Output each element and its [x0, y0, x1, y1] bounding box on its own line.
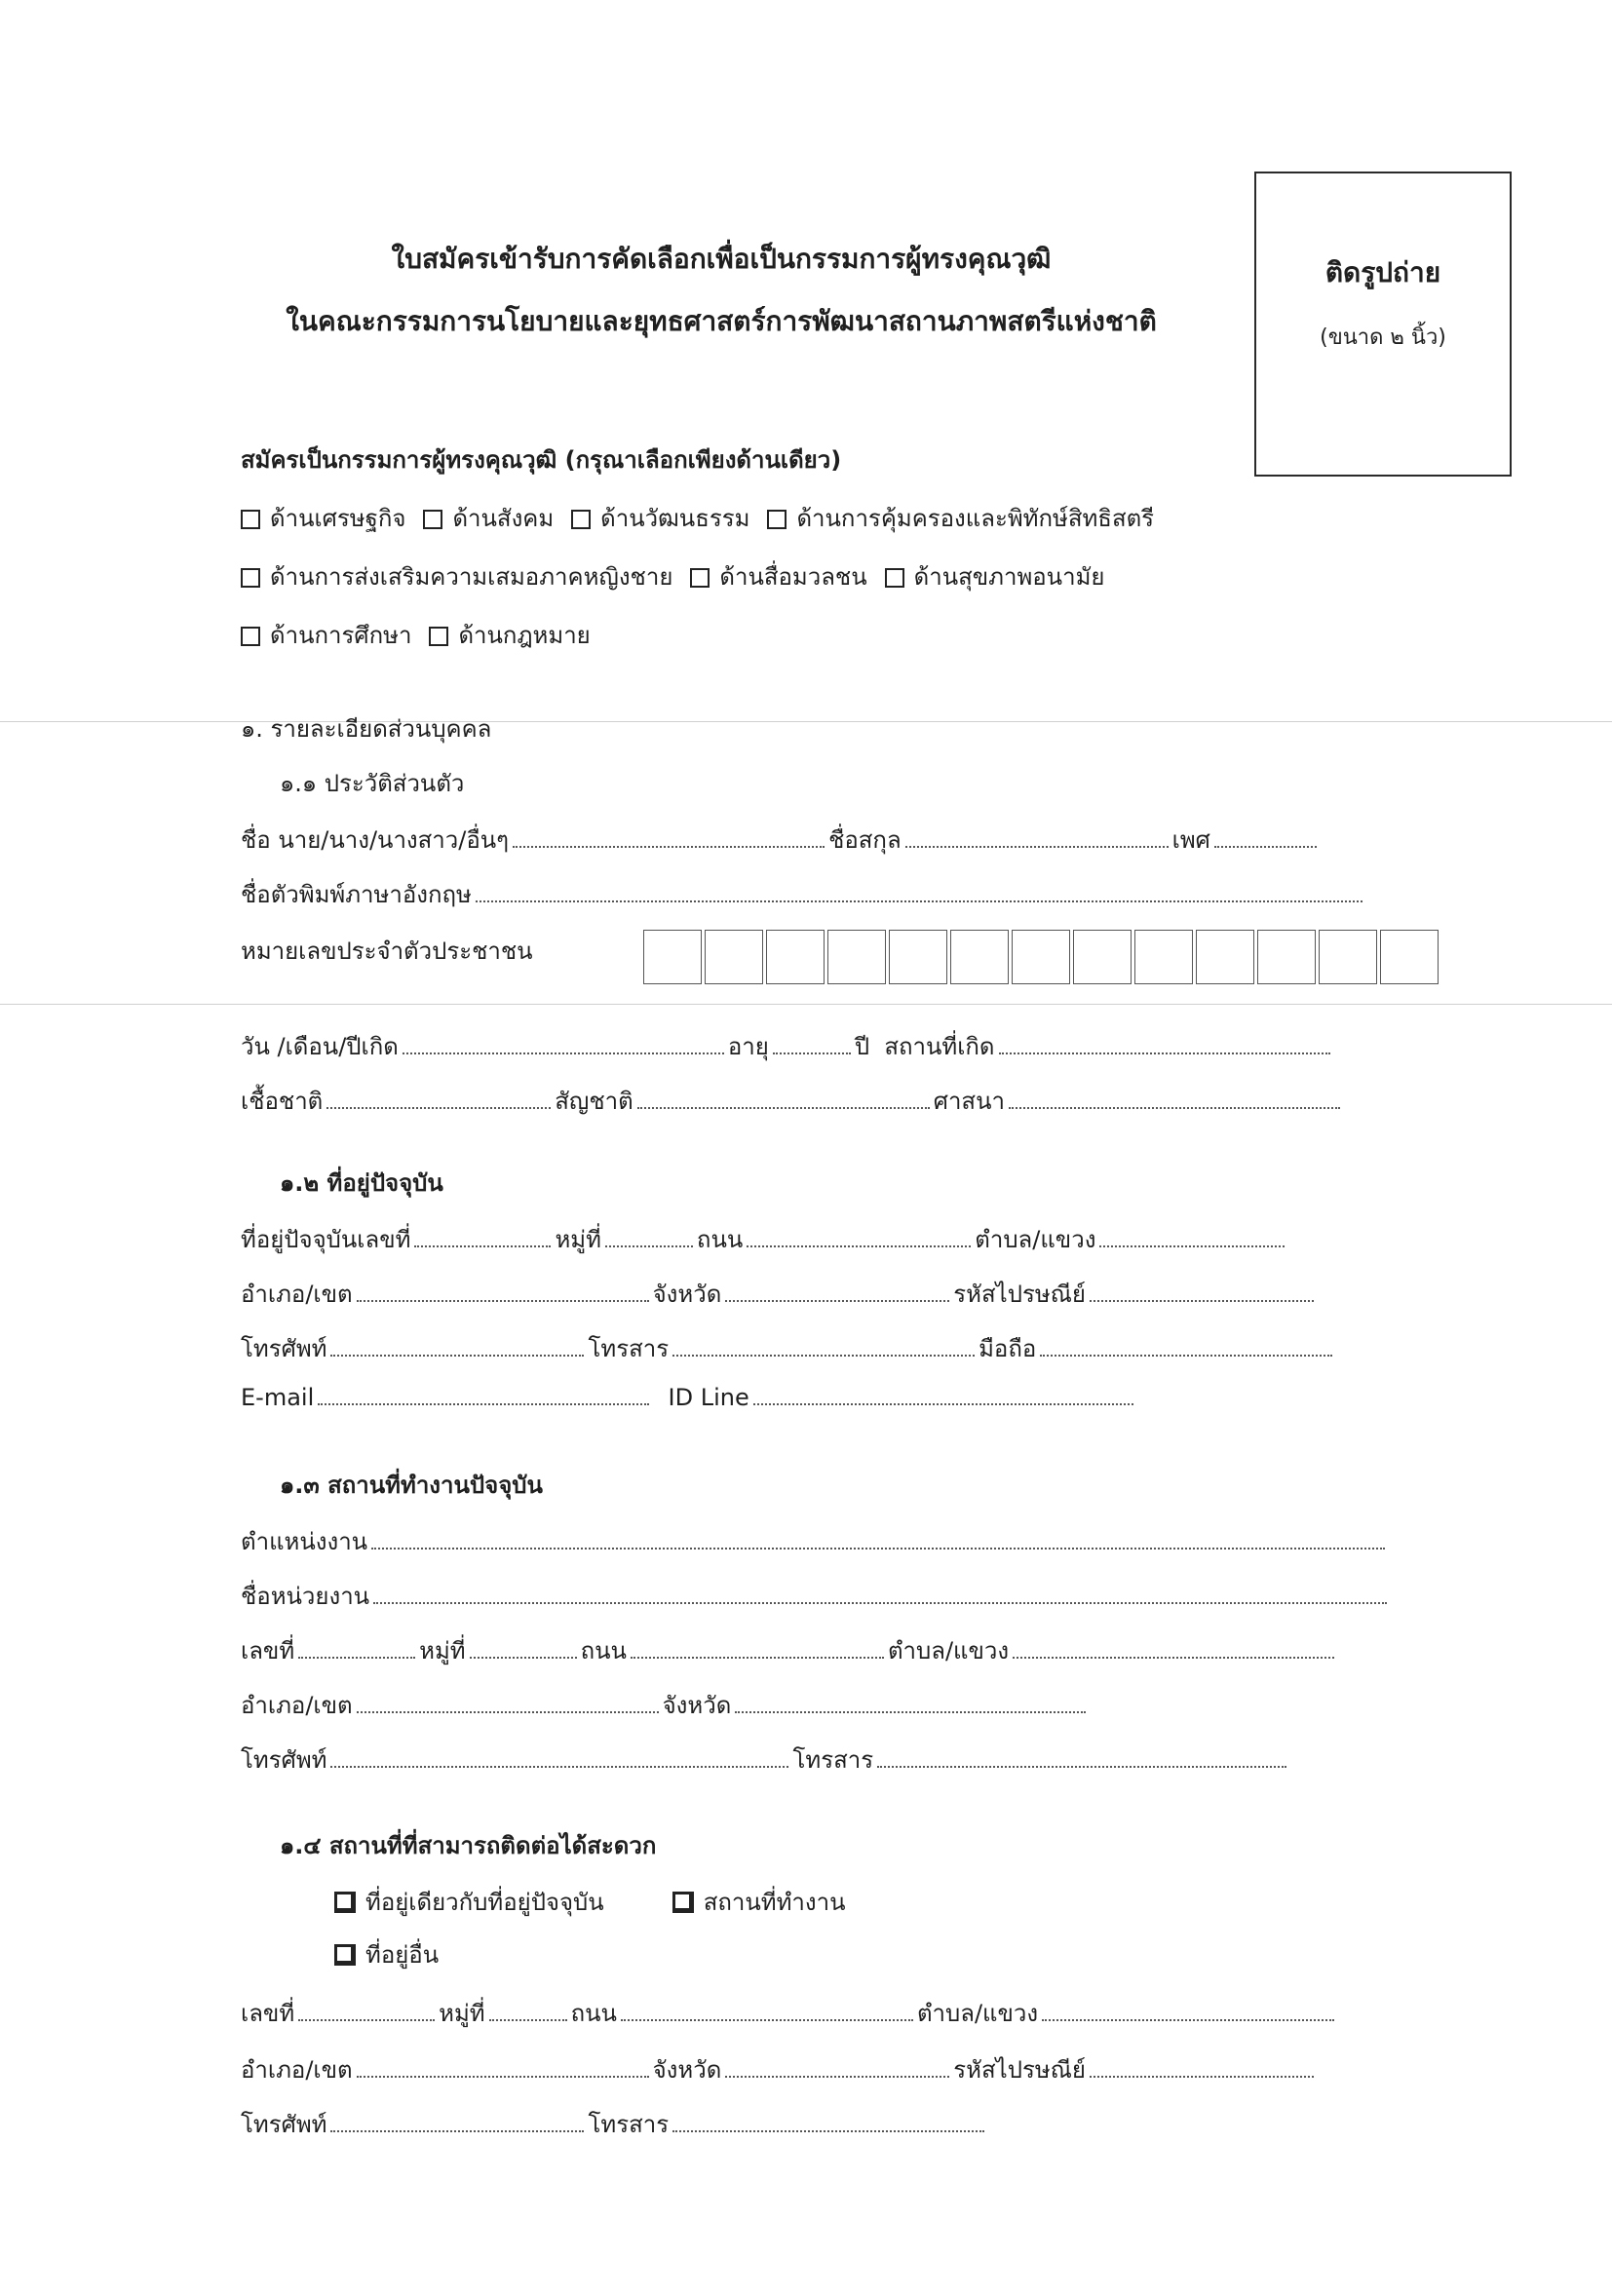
age-field[interactable]	[773, 1052, 851, 1054]
address-mobile-field[interactable]	[1040, 1354, 1332, 1357]
contact-subdistrict-label: ตำบล/แขวง	[916, 2000, 1039, 2027]
photo-box-label: ติดรูปถ่าย	[1324, 256, 1441, 288]
contact-district-field[interactable]	[357, 2075, 649, 2078]
address-postcode-field[interactable]	[1090, 1299, 1314, 1302]
address-fax-label: โทรสาร	[588, 1335, 670, 1362]
idcard-digit-box[interactable]	[1073, 930, 1132, 984]
contact-phone-field[interactable]	[330, 2129, 584, 2132]
option-media[interactable]: ด้านสื่อมวลชน	[690, 557, 866, 595]
address-phone-field[interactable]	[330, 1354, 584, 1357]
checkbox-icon[interactable]	[423, 510, 442, 529]
contact-fax-field[interactable]	[672, 2129, 984, 2132]
option-education[interactable]: ด้านการศึกษา	[241, 616, 411, 654]
birthplace-label: สถานที่เกิด	[884, 1033, 995, 1060]
apply-options-row2	[241, 557, 1122, 595]
personal-name-row	[241, 821, 1321, 859]
photo-box-size: (ขนาด ๒ นิ้ว)	[1320, 325, 1446, 350]
contact-address-row1	[241, 1994, 1338, 2032]
name-label: ชื่อ นาย/นาง/นางสาว/อื่นๆ	[241, 826, 510, 854]
religion-label: ศาสนา	[933, 1088, 1005, 1115]
dob-label: วัน /เดือน/ปีเกิด	[241, 1033, 399, 1060]
birth-row	[241, 1027, 1334, 1065]
english-name-row	[241, 875, 1366, 913]
contact-no-field[interactable]	[298, 2018, 435, 2021]
idcard-digit-box[interactable]	[1380, 930, 1439, 984]
contact-fax-label: โทรสาร	[588, 2111, 670, 2138]
apply-options-row3	[241, 616, 608, 654]
contact-district-label: อำเภอ/เขต	[241, 2056, 353, 2084]
address-district-field[interactable]	[357, 1299, 649, 1302]
checkbox-icon[interactable]	[334, 1944, 356, 1966]
contact-subdistrict-field[interactable]	[1042, 2018, 1334, 2021]
section1-2-heading: ๑.๒ ที่อยู่ปัจจุบัน	[280, 1169, 443, 1197]
contact-phone-label: โทรศัพท์	[241, 2111, 327, 2138]
section1-4-heading: ๑.๔ สถานที่ที่สามารถติดต่อได้สะดวก	[280, 1832, 657, 1859]
address-no-label: ที่อยู่ปัจจุบันเลขที่	[241, 1226, 411, 1253]
work-address-row1	[241, 1631, 1338, 1669]
work-org-row	[241, 1577, 1391, 1615]
address-moo-label: หมู่ที่	[555, 1226, 601, 1253]
address-phone-label: โทรศัพท์	[241, 1335, 327, 1362]
option-women-rights[interactable]: ด้านการคุ้มครองและพิทักษ์สิทธิสตรี	[767, 499, 1154, 537]
contact-moo-field[interactable]	[489, 2018, 567, 2021]
work-road-label: ถนน	[580, 1637, 627, 1665]
birthplace-field[interactable]	[999, 1052, 1330, 1054]
checkbox-icon[interactable]	[767, 510, 787, 529]
option-law[interactable]: ด้านกฎหมาย	[429, 616, 590, 654]
contact-province-label: จังหวัด	[652, 2056, 722, 2084]
address-subdistrict-label: ตำบล/แขวง	[975, 1226, 1096, 1253]
religion-field[interactable]	[1009, 1106, 1340, 1109]
work-position-row	[241, 1522, 1389, 1560]
section1-1-heading: ๑.๑ ประวัติส่วนตัว	[280, 770, 465, 797]
address-moo-field[interactable]	[605, 1244, 693, 1247]
surname-field[interactable]	[905, 845, 1169, 848]
contact-no-label: เลขที่	[241, 2000, 295, 2027]
checkbox-icon[interactable]	[571, 510, 591, 529]
option-health[interactable]: ด้านสุขภาพอนามัย	[885, 557, 1105, 595]
contact-moo-label: หมู่ที่	[439, 2000, 485, 2027]
work-moo-field[interactable]	[470, 1656, 577, 1659]
address-row3	[241, 1329, 1336, 1367]
work-contact-row	[241, 1741, 1290, 1779]
email-field[interactable]	[318, 1402, 649, 1405]
address-row4	[241, 1384, 1137, 1411]
option-gender-equality[interactable]: ด้านการส่งเสริมความเสมอภาคหญิงชาย	[241, 557, 672, 595]
nationality-label: สัญชาติ	[555, 1088, 633, 1115]
race-row	[241, 1082, 1344, 1120]
address-province-field[interactable]	[725, 1299, 949, 1302]
checkbox-icon[interactable]	[690, 568, 710, 588]
apply-heading: สมัครเป็นกรรมการผู้ทรงคุณวุฒิ (กรุณาเลือกเพียงด้านเดียว)	[241, 446, 842, 474]
apply-options-row1	[241, 499, 1171, 537]
form-title-line2: ในคณะกรรมการนโยบายและยุทธศาสตร์การพัฒนาสถานภาพสตรีแห่งชาติ	[286, 305, 1157, 337]
work-position-label: ตำแหน่งงาน	[241, 1528, 368, 1555]
address-subdistrict-field[interactable]	[1099, 1244, 1285, 1247]
checkbox-icon[interactable]	[429, 627, 448, 646]
idcard-label: หมายเลขประจำตัวประชาชน	[241, 938, 533, 965]
work-fax-label: โทรสาร	[792, 1746, 874, 1774]
checkbox-icon[interactable]	[241, 510, 260, 529]
idcard-digit-box[interactable]	[1319, 930, 1377, 984]
work-no-label: เลขที่	[241, 1637, 295, 1665]
section1-heading: ๑. รายละเอียดส่วนบุคคล	[241, 715, 492, 743]
address-district-label: อำเภอ/เขต	[241, 1281, 353, 1308]
work-org-field[interactable]	[373, 1601, 1387, 1604]
option-other-address[interactable]: ที่อยู่อื่น	[334, 1935, 439, 1973]
contact-road-field[interactable]	[621, 2018, 913, 2021]
contact-options-row2	[334, 1935, 456, 1973]
contact-postcode-field[interactable]	[1090, 2075, 1314, 2078]
address-fax-field[interactable]	[672, 1354, 975, 1357]
contact-postcode-label: รหัสไปรษณีย์	[953, 2056, 1086, 2084]
idcard-digit-box[interactable]	[1257, 930, 1316, 984]
work-subdistrict-field[interactable]	[1013, 1656, 1334, 1659]
address-road-field[interactable]	[747, 1244, 971, 1247]
contact-options-row1	[334, 1883, 863, 1921]
work-province-field[interactable]	[735, 1710, 1086, 1713]
address-no-field[interactable]	[414, 1244, 551, 1247]
work-no-field[interactable]	[298, 1656, 415, 1659]
address-row2	[241, 1275, 1318, 1313]
work-fax-field[interactable]	[877, 1765, 1286, 1768]
contact-phone-row	[241, 2105, 988, 2143]
work-subdistrict-label: ตำบล/แขวง	[887, 1637, 1010, 1665]
english-name-label: ชื่อตัวพิมพ์ภาษาอังกฤษ	[241, 881, 472, 908]
checkbox-icon[interactable]	[241, 568, 260, 588]
scan-artifact-line	[0, 1004, 1612, 1005]
idcard-digit-box[interactable]	[827, 930, 886, 984]
idcard-digit-boxes[interactable]	[643, 930, 1441, 984]
section1-3-heading: ๑.๓ สถานที่ทำงานปัจจุบัน	[280, 1472, 543, 1499]
work-province-label: จังหวัด	[662, 1692, 732, 1719]
contact-address-row2	[241, 2050, 1318, 2088]
work-org-label: ชื่อหน่วยงาน	[241, 1583, 370, 1610]
address-road-label: ถนน	[696, 1226, 744, 1253]
option-same-address[interactable]: ที่อยู่เดียวกับที่อยู่ปัจจุบัน	[334, 1883, 604, 1921]
year-label: ปี	[854, 1033, 870, 1060]
work-address-row2	[241, 1686, 1090, 1724]
address-postcode-label: รหัสไปรษณีย์	[953, 1281, 1086, 1308]
idcard-digit-box[interactable]	[950, 930, 1009, 984]
checkbox-icon[interactable]	[672, 1892, 694, 1913]
work-road-field[interactable]	[631, 1656, 884, 1659]
sex-label: เพศ	[1171, 826, 1210, 854]
line-id-label: ID Line	[668, 1384, 749, 1411]
work-moo-label: หมู่ที่	[419, 1637, 466, 1665]
option-culture[interactable]: ด้านวัฒนธรรม	[571, 499, 749, 537]
idcard-digit-box[interactable]	[1196, 930, 1254, 984]
surname-label: ชื่อสกุล	[828, 826, 902, 854]
work-phone-field[interactable]	[330, 1765, 788, 1768]
address-row1	[241, 1220, 1288, 1258]
idcard-digit-box[interactable]	[889, 930, 947, 984]
checkbox-icon[interactable]	[885, 568, 904, 588]
option-society[interactable]: ด้านสังคม	[423, 499, 554, 537]
sex-field[interactable]	[1214, 845, 1317, 848]
idcard-digit-box[interactable]	[766, 930, 825, 984]
option-workplace[interactable]: สถานที่ทำงาน	[672, 1883, 846, 1921]
option-economy[interactable]: ด้านเศรษฐกิจ	[241, 499, 405, 537]
idcard-digit-box[interactable]	[643, 930, 702, 984]
idcard-digit-box[interactable]	[1134, 930, 1193, 984]
address-province-label: จังหวัด	[652, 1281, 722, 1308]
email-label: E-mail	[241, 1384, 315, 1411]
work-position-field[interactable]	[371, 1547, 1385, 1550]
photo-placeholder-box[interactable]	[1254, 172, 1512, 477]
line-id-field[interactable]	[753, 1402, 1133, 1405]
race-label: เชื้อชาติ	[241, 1088, 324, 1115]
checkbox-icon[interactable]	[241, 627, 260, 646]
idcard-digit-box[interactable]	[705, 930, 763, 984]
race-field[interactable]	[326, 1106, 551, 1109]
work-district-field[interactable]	[357, 1710, 659, 1713]
form-title-line1: ใบสมัครเข้ารับการคัดเลือกเพื่อเป็นกรรมการผู้ทรงคุณวุฒิ	[391, 243, 1052, 275]
dob-field[interactable]	[403, 1052, 724, 1054]
nationality-field[interactable]	[637, 1106, 930, 1109]
idcard-digit-box[interactable]	[1012, 930, 1070, 984]
work-phone-label: โทรศัพท์	[241, 1746, 327, 1774]
checkbox-icon[interactable]	[334, 1892, 356, 1913]
address-mobile-label: มือถือ	[979, 1335, 1037, 1362]
age-label: อายุ	[727, 1033, 769, 1060]
english-name-field[interactable]	[476, 899, 1363, 902]
contact-road-label: ถนน	[570, 2000, 617, 2027]
work-district-label: อำเภอ/เขต	[241, 1692, 353, 1719]
contact-province-field[interactable]	[725, 2075, 949, 2078]
name-field[interactable]	[513, 845, 825, 848]
